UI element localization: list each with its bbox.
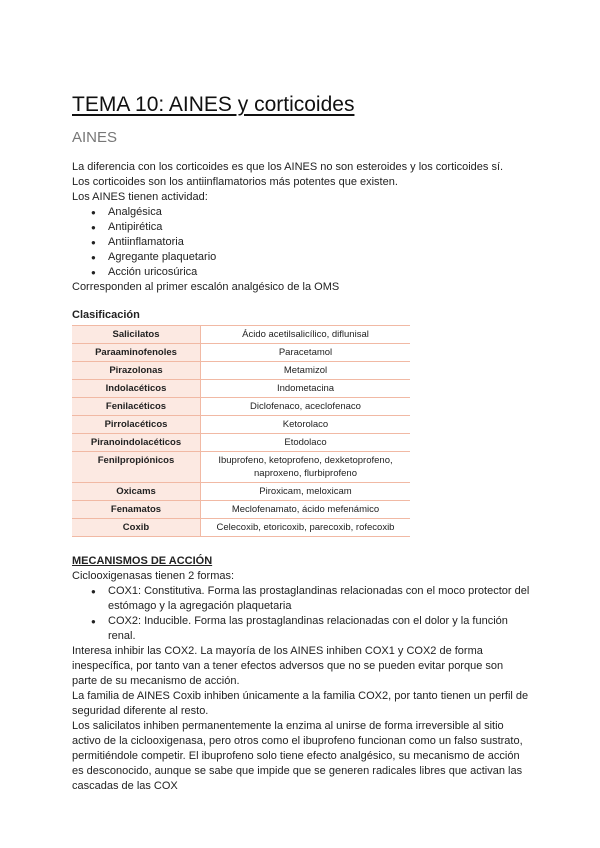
table-row — [72, 344, 410, 362]
table-cell-drugs: Celecoxib, etoricoxib, parecoxib, rofecoxib — [201, 519, 411, 537]
table-cell-drugs: Ibuprofeno, ketoprofeno, dexketoprofeno, naproxeno, flurbiprofeno — [201, 452, 411, 483]
table-cell-drugs: Paracetamol — [201, 344, 411, 362]
mecanismos-heading: MECANISMOS DE ACCIÓN — [72, 555, 213, 567]
table-cell-drugs: Metamizol — [201, 362, 411, 380]
list-item: ● COX1: Constitutiva. Forma las prostaglandinas relacionadas con el moco protector del estómago y la agregación plaquetaria — [108, 584, 530, 614]
activity-list — [72, 205, 530, 280]
table-cell-group: Piranoindolacéticos — [72, 434, 201, 452]
table-row — [72, 501, 410, 519]
list-item: ● Analgésica — [108, 205, 530, 220]
table-cell-group: Fenilacéticos — [72, 398, 201, 416]
table-cell-group: Indolacéticos — [72, 380, 201, 398]
table-cell-group: Coxib — [72, 519, 201, 537]
table-cell-group: Pirazolonas — [72, 362, 201, 380]
page-title: TEMA 10: AINES y corticoides — [72, 93, 355, 116]
table-cell-drugs: Diclofenaco, aceclofenaco — [201, 398, 411, 416]
table-cell-group: Salicilatos — [72, 326, 201, 344]
table-cell-drugs: Ketorolaco — [201, 416, 411, 434]
table-cell-group: Pirrolacéticos — [72, 416, 201, 434]
table-row — [72, 452, 410, 483]
clasificacion-table — [72, 325, 410, 537]
section-subtitle: AINES — [72, 129, 118, 146]
table-cell-group: Oxicams — [72, 483, 201, 501]
table-cell-drugs: Piroxicam, meloxicam — [201, 483, 411, 501]
table-cell-group: Fenilpropiónicos — [72, 452, 201, 483]
mecanismos-paragraph-1: Interesa inhibir las COX2. La mayoría de los AINES inhiben COX1 y COX2 de forma inespecífica, por tanto van a tener efectos adversos que no se pueden evitar porque son parte de su mecanismo de acción. — [72, 645, 504, 687]
table-row — [72, 326, 410, 344]
list-item: ● COX2: Inducible. Forma las prostaglandinas relacionadas con el dolor y la función renal. — [108, 614, 530, 644]
list-item: ● Antipirética — [108, 220, 530, 235]
table-cell-group: Fenamatos — [72, 501, 201, 519]
table-row — [72, 380, 410, 398]
table-cell-drugs: Ácido acetilsalicílico, diflunisal — [201, 326, 411, 344]
intro-line-2: Los corticoides son los antiinflamatorios más potentes que existen. — [72, 176, 398, 188]
oms-line: Corresponden al primer escalón analgésico de la OMS — [72, 281, 340, 293]
intro-line-3: Los AINES tienen actividad: — [72, 191, 208, 203]
table-cell-drugs: Meclofenamato, ácido mefenámico — [201, 501, 411, 519]
cox-forms-list — [72, 584, 530, 644]
table-cell-drugs: Indometacina — [201, 380, 411, 398]
intro-line-1: La diferencia con los corticoides es que los AINES no son esteroides y los corticoides sí. — [72, 161, 504, 173]
clasificacion-heading: Clasificación — [72, 309, 140, 321]
table-cell-drugs: Etodolaco — [201, 434, 411, 452]
table-row — [72, 362, 410, 380]
table-row — [72, 519, 410, 537]
mecanismos-lead: Ciclooxigenasas tienen 2 formas: — [72, 570, 235, 582]
list-item: ● Agregante plaquetario — [108, 250, 530, 265]
table-cell-group: Paraaminofenoles — [72, 344, 201, 362]
mecanismos-paragraph-3: Los salicilatos inhiben permanentemente la enzima al unirse de forma irreversible al sitio activo de la ciclooxigenasa, pero otros como el ibuprofeno funcionan como un falso sustrato, permitiéndole competir. El ibuprofeno solo tiene efecto analgésico, su mecanismo de acción es desconocido, aunque se sabe que impide que se generen radicales libres que activan las cascadas de las COX — [72, 720, 523, 792]
table-row — [72, 483, 410, 501]
list-item: ● Antiinflamatoria — [108, 235, 530, 250]
table-row — [72, 398, 410, 416]
table-row — [72, 416, 410, 434]
table-row — [72, 434, 410, 452]
list-item: ● Acción uricosúrica — [108, 265, 530, 280]
mecanismos-paragraph-2: La familia de AINES Coxib inhiben únicamente a la familia COX2, por tanto tienen un perfil de seguridad diferente al resto. — [72, 690, 529, 717]
